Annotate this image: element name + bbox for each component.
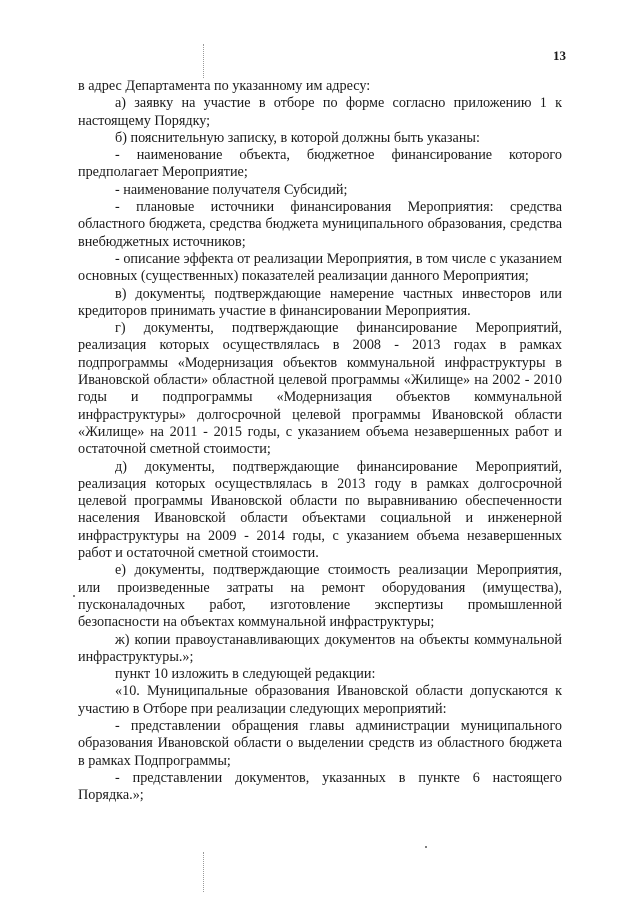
paragraph-intro: в адрес Департамента по указанному им адресу: bbox=[78, 78, 371, 94]
paragraph-b: б) пояснительную записку, в которой должны быть указаны: bbox=[115, 129, 480, 146]
paragraph-point-10: «10. Муниципальные образования Ивановской области допускаются к участию в Отборе при реализации следующих мероприятий: bbox=[78, 683, 562, 717]
scan-artifact-top bbox=[203, 44, 205, 78]
paragraph-b-item-3: - плановые источники финансирования Мероприятия: средства областного бюджета, средства бюджета муниципального образования, средства внебюджетных источников; bbox=[78, 199, 562, 250]
paragraph-point-10-item-1: - представлении обращения главы администрации муниципального образования Ивановской области о выделении средств из областного бюджета в рамках Подпрограммы; bbox=[78, 717, 562, 769]
paragraph-g: г) документы, подтверждающие финансирование Мероприятий, реализация которых осуществлялась в 2008 - 2013 годах в рамках подпрограммы «Модернизация объектов коммунальной инфраструктуры в Ивановской области» областной целевой программы «Жилище» на 2002 - 2010 годы и подпрограммы «Модернизация объектов коммунальной инфраструктуры» долгосрочной целевой программы Ивановской области «Жилище» на 2011 - 2015 годы, с указанием объема незавершенных работ и остаточной сметной стоимости; bbox=[78, 320, 562, 458]
scan-artifact-bottom bbox=[203, 852, 205, 892]
scan-speck bbox=[425, 846, 427, 848]
paragraph-d: д) документы, подтверждающие финансирование Мероприятий, реализация которых осуществлялась в 2013 году в рамках долгосрочной целевой программы Ивановской области по выравниванию обеспеченности населения Ивановской области объектами социальной и инженерной инфраструктуры на 2009 - 2014 годы, с указанием объема незавершенных работ и остаточной сметной стоимости. bbox=[78, 458, 562, 562]
paragraph-b-item-2: - наименование получателя Субсидий; bbox=[115, 181, 348, 198]
paragraph-point-10-item-2: - представлении документов, указанных в пункте 6 настоящего Порядка.»; bbox=[78, 769, 562, 804]
paragraph-v: в) документы, подтверждающие намерение частных инвесторов или кредиторов принимать участие в финансировании Мероприятия. bbox=[78, 285, 562, 319]
paragraph-e: е) документы, подтверждающие стоимость реализации Мероприятия, или произведенные затраты на ремонт оборудования (имущества), пусконаладочных работ, изготовление экспертизы промышленной безопасности на объектах коммунальной инфраструктуры; bbox=[78, 562, 562, 631]
document-body bbox=[78, 78, 562, 804]
paragraph-point-10-intro: пункт 10 изложить в следующей редакции: bbox=[115, 666, 376, 683]
paragraph-b-item-1: - наименование объекта, бюджетное финансирование которого предполагает Мероприятие; bbox=[78, 147, 562, 181]
paragraph-b-item-4: - описание эффекта от реализации Мероприятия, в том числе с указанием основных (существенных) показателей реализации данного Мероприятия; bbox=[78, 250, 562, 285]
page-number: 13 bbox=[553, 48, 566, 63]
scan-speck bbox=[73, 595, 75, 597]
paragraph-a: а) заявку на участие в отборе по форме согласно приложению 1 к настоящему Порядку; bbox=[78, 95, 562, 129]
paragraph-zh: ж) копии правоустанавливающих документов на объекты коммунальной инфраструктуры.»; bbox=[78, 631, 562, 665]
